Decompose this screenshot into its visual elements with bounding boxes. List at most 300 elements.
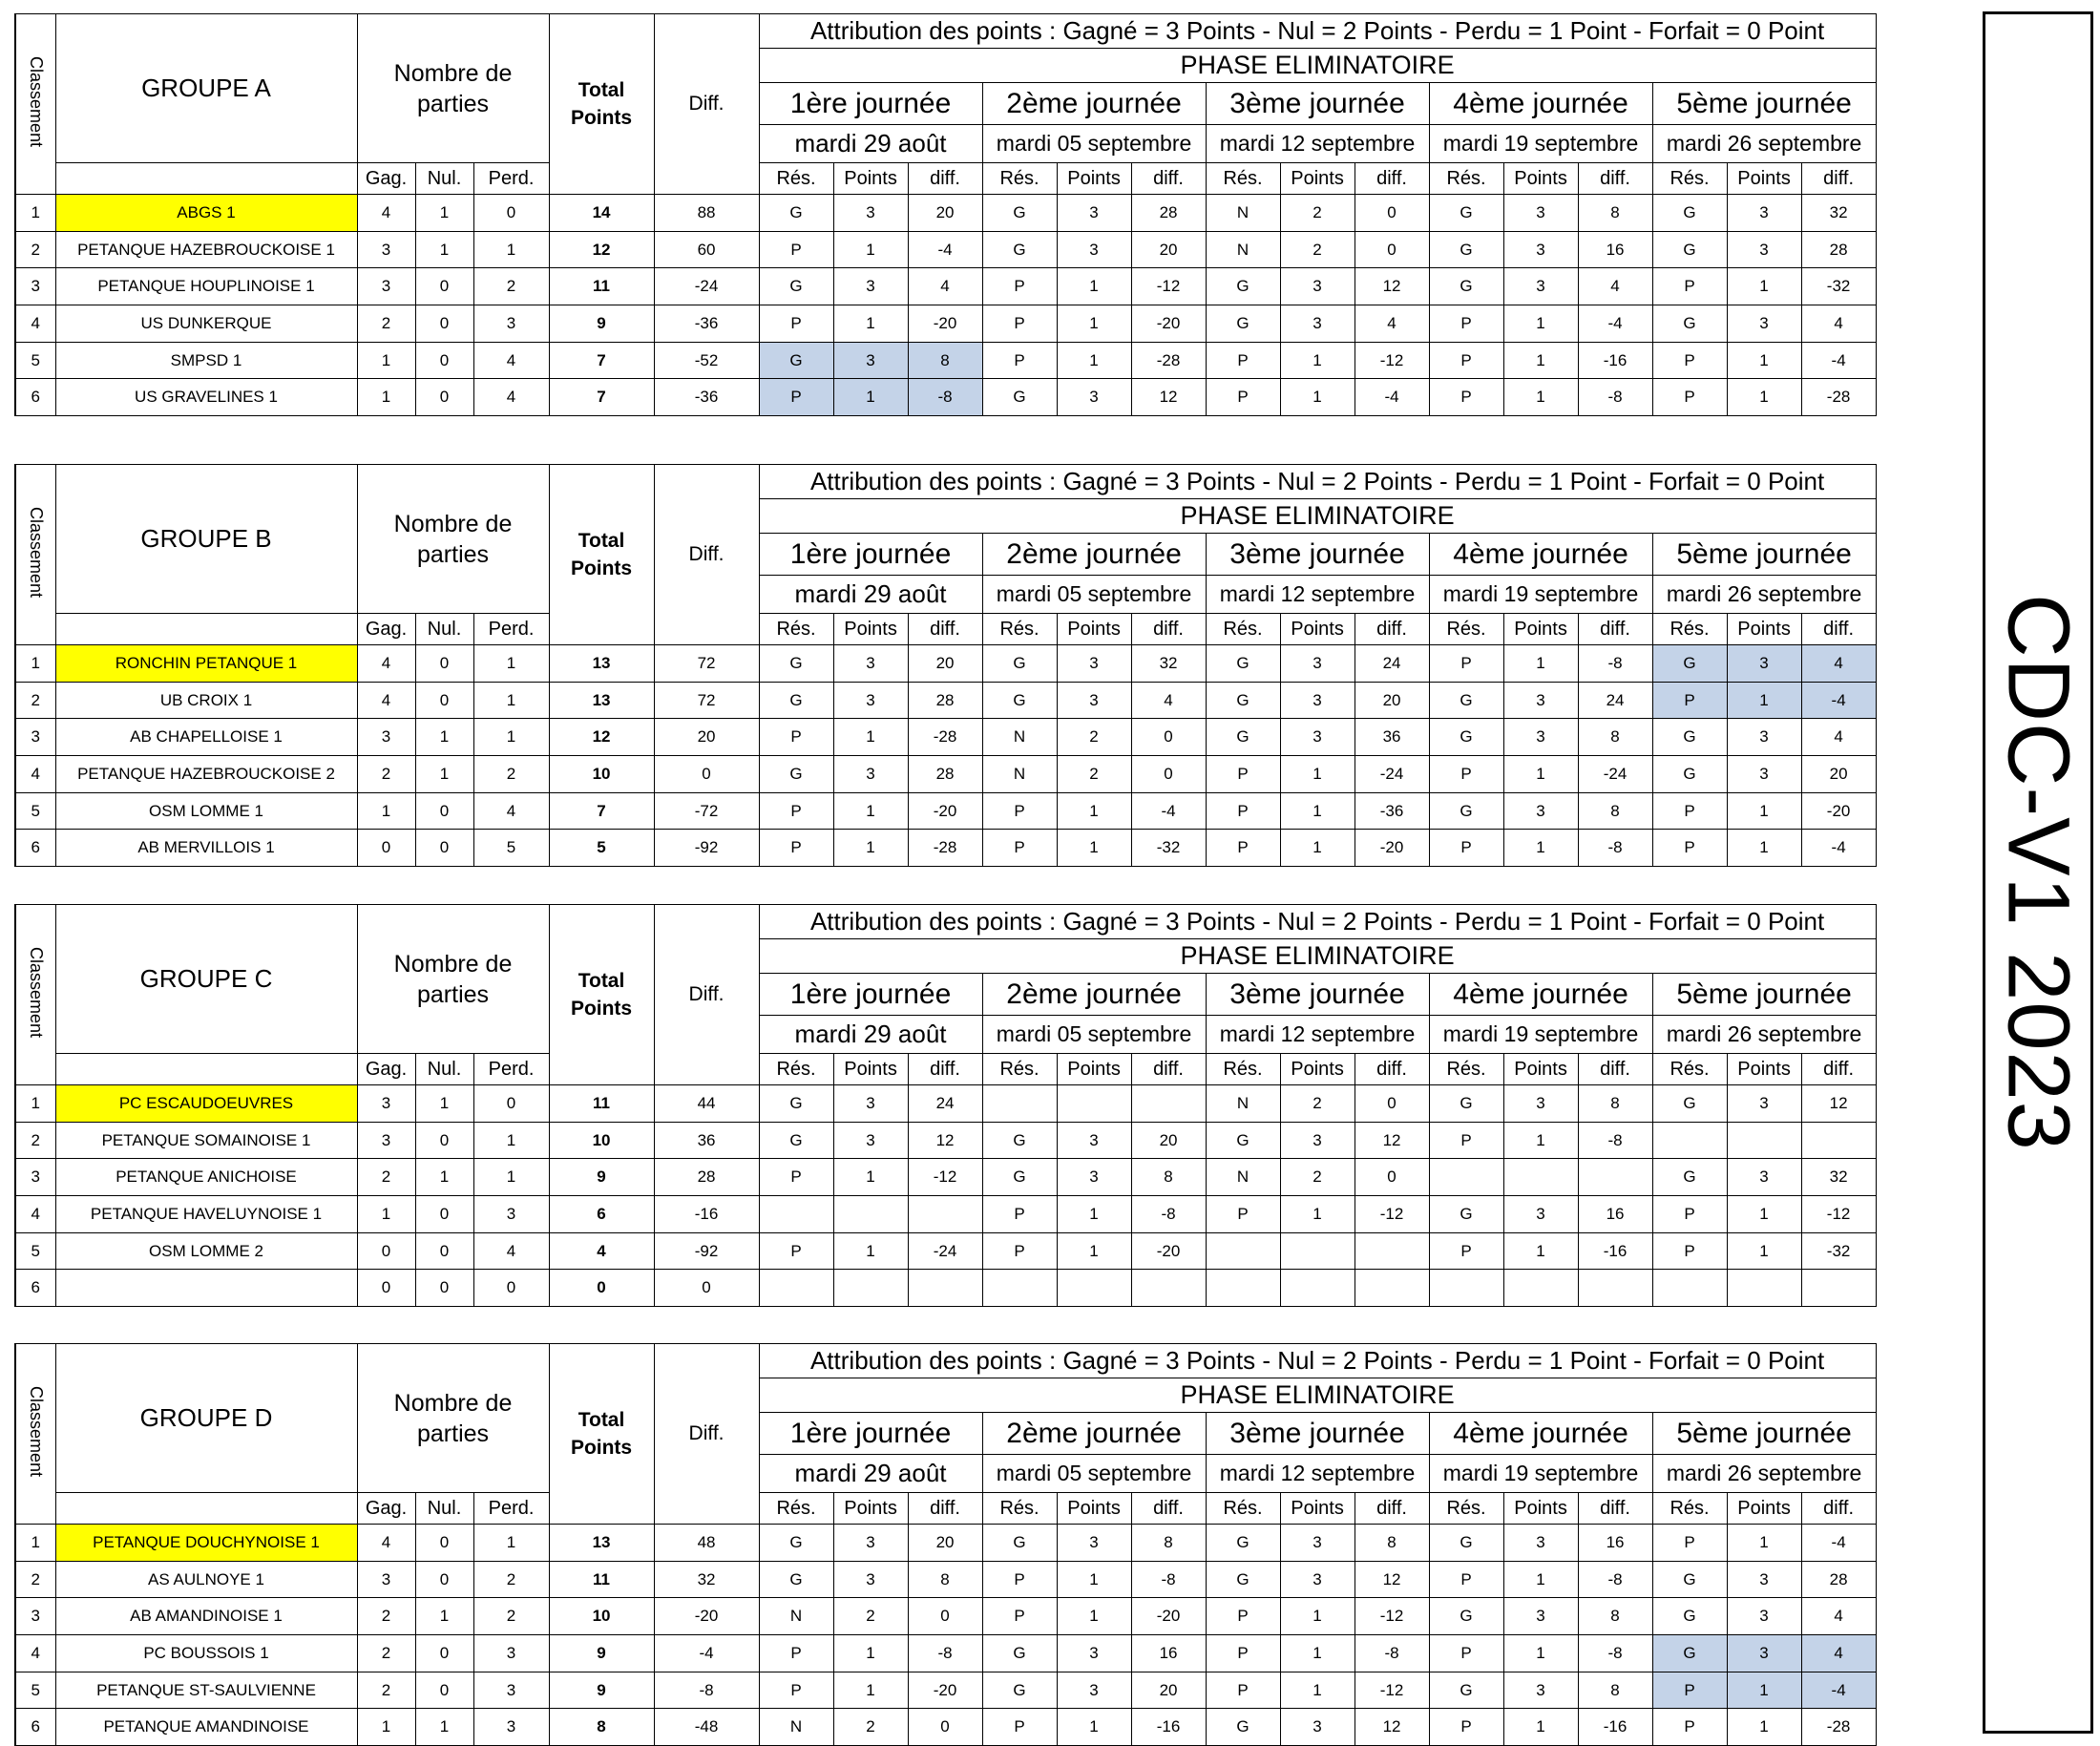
result-cell bbox=[759, 1196, 833, 1233]
won-count: 0 bbox=[357, 1232, 415, 1270]
points-cell: 3 bbox=[1280, 305, 1354, 343]
day-diff-cell bbox=[1131, 1270, 1206, 1307]
goal-diff: -20 bbox=[654, 1598, 759, 1635]
day-diff-cell: -4 bbox=[1578, 305, 1652, 343]
result-cell: G bbox=[1429, 682, 1503, 719]
day-diff-cell: 16 bbox=[1131, 1635, 1206, 1672]
day-diff-cell: -12 bbox=[1354, 1598, 1429, 1635]
points-cell: 3 bbox=[833, 1122, 908, 1159]
points-cell: 3 bbox=[1057, 1525, 1131, 1562]
points-header: Points bbox=[1280, 614, 1354, 645]
result-cell: P bbox=[1206, 830, 1280, 867]
result-cell: P bbox=[1206, 756, 1280, 793]
group-title: GROUPE B bbox=[55, 465, 357, 614]
result-cell: P bbox=[982, 830, 1057, 867]
result-cell: P bbox=[1652, 1232, 1727, 1270]
day-diff-header: diff. bbox=[908, 614, 982, 645]
day-diff-header: diff. bbox=[1578, 1493, 1652, 1525]
day-diff-cell: -28 bbox=[908, 719, 982, 756]
total-points: 10 bbox=[549, 756, 654, 793]
result-cell: G bbox=[1652, 719, 1727, 756]
points-cell: 2 bbox=[1280, 1159, 1354, 1196]
day-diff-cell: -20 bbox=[1131, 1598, 1206, 1635]
date-header: mardi 29 août bbox=[759, 1016, 982, 1054]
day-diff-cell: -12 bbox=[1354, 1196, 1429, 1233]
day-diff-cell: 12 bbox=[1354, 1122, 1429, 1159]
total-points: 10 bbox=[549, 1598, 654, 1635]
date-header: mardi 05 septembre bbox=[982, 1016, 1206, 1054]
won-count: 4 bbox=[357, 682, 415, 719]
diff-header: Diff. bbox=[654, 465, 759, 645]
day-diff-cell: 4 bbox=[1801, 305, 1876, 343]
team-name: AB MERVILLOIS 1 bbox=[55, 830, 357, 867]
day-diff-cell: 8 bbox=[1578, 195, 1652, 232]
parties-header: Nombre de parties bbox=[357, 14, 549, 163]
rank-header bbox=[15, 905, 55, 1085]
result-header: Rés. bbox=[759, 614, 833, 645]
rank-cell: 2 bbox=[15, 1122, 55, 1159]
table-row bbox=[15, 1635, 1876, 1672]
points-cell: 3 bbox=[1727, 1159, 1801, 1196]
day-diff-cell: -8 bbox=[1578, 1635, 1652, 1672]
points-cell: 3 bbox=[1280, 1122, 1354, 1159]
result-cell: G bbox=[759, 1085, 833, 1123]
result-cell: P bbox=[1652, 1196, 1727, 1233]
lost-count: 4 bbox=[473, 379, 549, 416]
points-cell: 3 bbox=[833, 342, 908, 379]
draw-count: 1 bbox=[415, 719, 473, 756]
table-row bbox=[15, 792, 1876, 830]
diff-header: Diff. bbox=[654, 905, 759, 1085]
total-points: 11 bbox=[549, 1085, 654, 1123]
points-cell: 3 bbox=[833, 1561, 908, 1598]
result-cell bbox=[982, 1085, 1057, 1123]
lost-count: 5 bbox=[473, 830, 549, 867]
result-cell: G bbox=[759, 756, 833, 793]
team-name: RONCHIN PETANQUE 1 bbox=[55, 645, 357, 683]
result-cell: P bbox=[1429, 645, 1503, 683]
result-cell: G bbox=[1429, 792, 1503, 830]
points-cell: 1 bbox=[1503, 1232, 1578, 1270]
result-cell: G bbox=[1429, 1085, 1503, 1123]
day-diff-header: diff. bbox=[1354, 1054, 1429, 1085]
result-cell bbox=[1429, 1270, 1503, 1307]
result-cell: P bbox=[759, 1672, 833, 1709]
result-cell: P bbox=[1652, 1672, 1727, 1709]
points-cell: 3 bbox=[1280, 719, 1354, 756]
date-header: mardi 19 septembre bbox=[1429, 1016, 1652, 1054]
day-diff-cell: 0 bbox=[1354, 1159, 1429, 1196]
result-cell: G bbox=[1652, 1159, 1727, 1196]
lost-count: 1 bbox=[473, 682, 549, 719]
draw-count: 0 bbox=[415, 830, 473, 867]
total-points: 11 bbox=[549, 1561, 654, 1598]
rank-cell: 6 bbox=[15, 1270, 55, 1307]
points-cell: 3 bbox=[1280, 1561, 1354, 1598]
day-header: 3ème journée bbox=[1206, 1413, 1429, 1455]
points-cell: 3 bbox=[1503, 1525, 1578, 1562]
total-points: 8 bbox=[549, 1709, 654, 1746]
day-diff-header: diff. bbox=[1131, 1493, 1206, 1525]
points-cell: 3 bbox=[833, 756, 908, 793]
goal-diff: -16 bbox=[654, 1196, 759, 1233]
result-cell: G bbox=[1429, 231, 1503, 268]
day-diff-cell: -24 bbox=[908, 1232, 982, 1270]
result-cell: N bbox=[1206, 1085, 1280, 1123]
day-diff-cell: 8 bbox=[1131, 1159, 1206, 1196]
points-cell: 3 bbox=[1503, 231, 1578, 268]
day-diff-cell: 12 bbox=[908, 1122, 982, 1159]
lost-count: 4 bbox=[473, 342, 549, 379]
date-header: mardi 19 septembre bbox=[1429, 1455, 1652, 1493]
points-cell: 3 bbox=[1727, 195, 1801, 232]
day-diff-cell: -32 bbox=[1801, 268, 1876, 305]
lost-count: 4 bbox=[473, 792, 549, 830]
day-diff-cell: 0 bbox=[1354, 195, 1429, 232]
day-header: 4ème journée bbox=[1429, 1413, 1652, 1455]
result-cell: P bbox=[759, 231, 833, 268]
draw-count: 0 bbox=[415, 379, 473, 416]
lost-count: 2 bbox=[473, 268, 549, 305]
result-header: Rés. bbox=[1429, 1054, 1503, 1085]
day-diff-cell: 0 bbox=[1131, 756, 1206, 793]
result-cell: G bbox=[1652, 756, 1727, 793]
result-cell: G bbox=[982, 379, 1057, 416]
draw-header: Nul. bbox=[415, 163, 473, 195]
day-header: 1ère journée bbox=[759, 1413, 982, 1455]
draw-count: 1 bbox=[415, 1159, 473, 1196]
table-row bbox=[15, 1525, 1876, 1562]
result-cell: P bbox=[759, 792, 833, 830]
day-diff-cell: -28 bbox=[1131, 342, 1206, 379]
day-header: 5ème journée bbox=[1652, 974, 1876, 1016]
result-cell: P bbox=[1206, 1672, 1280, 1709]
goal-diff: 72 bbox=[654, 682, 759, 719]
points-cell: 1 bbox=[1503, 305, 1578, 343]
day-diff-header: diff. bbox=[1354, 163, 1429, 195]
group-table bbox=[14, 13, 1877, 416]
rank-header-label: Classement bbox=[26, 55, 46, 148]
goal-diff: 20 bbox=[654, 719, 759, 756]
result-cell: P bbox=[1652, 342, 1727, 379]
header-row bbox=[15, 1493, 1876, 1525]
day-diff-header: diff. bbox=[1578, 163, 1652, 195]
phase-header: PHASE ELIMINATOIRE bbox=[759, 499, 1876, 534]
points-attribution-header: Attribution des points : Gagné = 3 Points - Nul = 2 Points - Perdu = 1 Point - Forfait = 0 Point bbox=[759, 1344, 1876, 1378]
day-diff-cell: -8 bbox=[1578, 379, 1652, 416]
group-table bbox=[14, 1343, 1877, 1746]
day-diff-cell bbox=[1801, 1122, 1876, 1159]
result-cell: P bbox=[1652, 1709, 1727, 1746]
total-points: 5 bbox=[549, 830, 654, 867]
day-diff-cell: -4 bbox=[1801, 682, 1876, 719]
result-cell: P bbox=[1652, 379, 1727, 416]
table-row bbox=[15, 682, 1876, 719]
lost-count: 3 bbox=[473, 1672, 549, 1709]
points-header: Points bbox=[1503, 163, 1578, 195]
day-header: 1ère journée bbox=[759, 974, 982, 1016]
result-cell: N bbox=[759, 1598, 833, 1635]
day-diff-cell: 4 bbox=[1801, 645, 1876, 683]
day-diff-header: diff. bbox=[908, 1054, 982, 1085]
result-cell bbox=[1429, 1159, 1503, 1196]
points-cell: 3 bbox=[1503, 1196, 1578, 1233]
points-attribution-header: Attribution des points : Gagné = 3 Points - Nul = 2 Points - Perdu = 1 Point - Forfait = 0 Point bbox=[759, 14, 1876, 49]
header-row bbox=[15, 163, 1876, 195]
result-cell: P bbox=[1206, 792, 1280, 830]
table-row bbox=[15, 756, 1876, 793]
points-cell: 3 bbox=[1727, 1085, 1801, 1123]
team-name: US DUNKERQUE bbox=[55, 305, 357, 343]
day-diff-cell bbox=[1131, 1085, 1206, 1123]
won-count: 4 bbox=[357, 1525, 415, 1562]
day-header: 1ère journée bbox=[759, 83, 982, 125]
date-header: mardi 26 septembre bbox=[1652, 125, 1876, 163]
header-row bbox=[15, 1054, 1876, 1085]
points-cell: 1 bbox=[1280, 756, 1354, 793]
group-title: GROUPE A bbox=[55, 14, 357, 163]
points-cell: 1 bbox=[833, 1232, 908, 1270]
won-header: Gag. bbox=[357, 1054, 415, 1085]
group-title-spacer bbox=[55, 163, 357, 195]
draw-count: 0 bbox=[415, 1232, 473, 1270]
day-diff-cell: 0 bbox=[1354, 1085, 1429, 1123]
points-cell: 3 bbox=[1503, 682, 1578, 719]
rank-cell: 3 bbox=[15, 1159, 55, 1196]
draw-count: 0 bbox=[415, 1270, 473, 1307]
result-cell: P bbox=[1429, 1561, 1503, 1598]
rank-cell: 1 bbox=[15, 645, 55, 683]
date-header: mardi 26 septembre bbox=[1652, 1455, 1876, 1493]
won-count: 3 bbox=[357, 1561, 415, 1598]
result-cell: G bbox=[1652, 195, 1727, 232]
rank-header-label: Classement bbox=[26, 506, 46, 599]
goal-diff: -92 bbox=[654, 1232, 759, 1270]
result-cell: G bbox=[1429, 1525, 1503, 1562]
goal-diff: 60 bbox=[654, 231, 759, 268]
result-cell: P bbox=[759, 379, 833, 416]
result-cell: G bbox=[1652, 645, 1727, 683]
total-points: 9 bbox=[549, 1159, 654, 1196]
team-name: PC ESCAUDOEUVRES bbox=[55, 1085, 357, 1123]
draw-count: 0 bbox=[415, 1525, 473, 1562]
date-header: mardi 29 août bbox=[759, 125, 982, 163]
day-diff-cell: 28 bbox=[1801, 231, 1876, 268]
day-diff-cell: -36 bbox=[1354, 792, 1429, 830]
date-header: mardi 05 septembre bbox=[982, 576, 1206, 614]
parties-header: Nombre de parties bbox=[357, 465, 549, 614]
points-cell bbox=[1727, 1270, 1801, 1307]
total-points-header: Total Points bbox=[549, 1344, 654, 1525]
table-row bbox=[15, 1159, 1876, 1196]
day-diff-cell: 24 bbox=[908, 1085, 982, 1123]
day-diff-cell: 0 bbox=[1131, 719, 1206, 756]
day-diff-cell: -8 bbox=[1578, 830, 1652, 867]
team-name: OSM LOMME 2 bbox=[55, 1232, 357, 1270]
points-header: Points bbox=[1057, 1054, 1131, 1085]
points-cell: 2 bbox=[833, 1598, 908, 1635]
result-header: Rés. bbox=[1429, 163, 1503, 195]
result-cell: G bbox=[759, 1525, 833, 1562]
result-cell: P bbox=[1206, 379, 1280, 416]
day-diff-header: diff. bbox=[1801, 1493, 1876, 1525]
date-header: mardi 26 septembre bbox=[1652, 576, 1876, 614]
result-header: Rés. bbox=[759, 1054, 833, 1085]
points-cell bbox=[833, 1270, 908, 1307]
day-diff-cell: 24 bbox=[1354, 645, 1429, 683]
won-header: Gag. bbox=[357, 163, 415, 195]
rank-cell: 3 bbox=[15, 1598, 55, 1635]
rank-cell: 3 bbox=[15, 719, 55, 756]
won-count: 1 bbox=[357, 1196, 415, 1233]
points-cell: 3 bbox=[1057, 1159, 1131, 1196]
day-diff-header: diff. bbox=[1578, 614, 1652, 645]
rank-cell: 6 bbox=[15, 379, 55, 416]
points-cell: 2 bbox=[1057, 756, 1131, 793]
lost-count: 3 bbox=[473, 1709, 549, 1746]
points-cell: 3 bbox=[1727, 1598, 1801, 1635]
date-header: mardi 29 août bbox=[759, 1455, 982, 1493]
result-cell: P bbox=[1652, 792, 1727, 830]
table-row bbox=[15, 719, 1876, 756]
table-row bbox=[15, 1232, 1876, 1270]
rank-cell: 3 bbox=[15, 268, 55, 305]
points-cell: 1 bbox=[833, 1672, 908, 1709]
rank-header bbox=[15, 1344, 55, 1525]
total-points-header: Total Points bbox=[549, 14, 654, 195]
total-points: 7 bbox=[549, 379, 654, 416]
team-name: UB CROIX 1 bbox=[55, 682, 357, 719]
result-cell: G bbox=[982, 195, 1057, 232]
result-cell: P bbox=[1429, 1709, 1503, 1746]
total-points: 9 bbox=[549, 305, 654, 343]
goal-diff: 72 bbox=[654, 645, 759, 683]
points-cell: 1 bbox=[833, 1159, 908, 1196]
result-cell: P bbox=[759, 830, 833, 867]
day-diff-cell: -32 bbox=[1131, 830, 1206, 867]
result-cell: G bbox=[1652, 231, 1727, 268]
day-diff-cell: 20 bbox=[1354, 682, 1429, 719]
header-row bbox=[15, 1344, 1876, 1378]
date-header: mardi 12 septembre bbox=[1206, 576, 1429, 614]
lost-header: Perd. bbox=[473, 1493, 549, 1525]
rank-cell: 4 bbox=[15, 305, 55, 343]
points-cell: 2 bbox=[1280, 1085, 1354, 1123]
team-name: AB AMANDINOISE 1 bbox=[55, 1598, 357, 1635]
day-diff-cell: -8 bbox=[908, 379, 982, 416]
points-cell: 2 bbox=[833, 1709, 908, 1746]
total-points: 14 bbox=[549, 195, 654, 232]
date-header: mardi 12 septembre bbox=[1206, 1455, 1429, 1493]
day-header: 3ème journée bbox=[1206, 974, 1429, 1016]
day-diff-cell: 32 bbox=[1801, 1159, 1876, 1196]
rank-cell: 6 bbox=[15, 830, 55, 867]
result-cell: G bbox=[1429, 1672, 1503, 1709]
goal-diff: -52 bbox=[654, 342, 759, 379]
goal-diff: -24 bbox=[654, 268, 759, 305]
total-points: 13 bbox=[549, 1525, 654, 1562]
result-cell: P bbox=[1429, 1232, 1503, 1270]
day-diff-cell: 0 bbox=[1354, 231, 1429, 268]
result-cell: P bbox=[982, 1232, 1057, 1270]
day-diff-cell: -12 bbox=[1354, 1672, 1429, 1709]
points-header: Points bbox=[1280, 163, 1354, 195]
day-diff-cell: -8 bbox=[1578, 645, 1652, 683]
points-cell: 1 bbox=[1280, 379, 1354, 416]
result-cell: P bbox=[759, 1635, 833, 1672]
day-diff-cell: -4 bbox=[1801, 830, 1876, 867]
points-cell: 1 bbox=[1503, 756, 1578, 793]
parties-header: Nombre de parties bbox=[357, 905, 549, 1054]
points-cell: 1 bbox=[1057, 305, 1131, 343]
day-header: 2ème journée bbox=[982, 534, 1206, 576]
phase-header: PHASE ELIMINATOIRE bbox=[759, 49, 1876, 83]
result-cell: G bbox=[1652, 1085, 1727, 1123]
result-cell: P bbox=[982, 342, 1057, 379]
points-cell: 3 bbox=[833, 195, 908, 232]
points-header: Points bbox=[1727, 614, 1801, 645]
result-cell: P bbox=[1652, 682, 1727, 719]
goal-diff: -4 bbox=[654, 1635, 759, 1672]
result-cell: P bbox=[982, 792, 1057, 830]
day-diff-cell: -4 bbox=[1131, 792, 1206, 830]
won-count: 3 bbox=[357, 1085, 415, 1123]
result-cell: P bbox=[1206, 1635, 1280, 1672]
draw-count: 0 bbox=[415, 792, 473, 830]
result-cell: G bbox=[1652, 1598, 1727, 1635]
table-row bbox=[15, 305, 1876, 343]
points-cell: 1 bbox=[833, 379, 908, 416]
result-cell: P bbox=[1206, 1196, 1280, 1233]
day-diff-cell: 4 bbox=[1801, 719, 1876, 756]
result-cell: P bbox=[1206, 1598, 1280, 1635]
result-cell: G bbox=[759, 645, 833, 683]
points-cell: 1 bbox=[1727, 342, 1801, 379]
points-cell: 3 bbox=[1057, 1122, 1131, 1159]
goal-diff: -36 bbox=[654, 379, 759, 416]
points-cell: 3 bbox=[1503, 1672, 1578, 1709]
day-header: 4ème journée bbox=[1429, 534, 1652, 576]
points-cell bbox=[833, 1196, 908, 1233]
lost-count: 0 bbox=[473, 1085, 549, 1123]
day-diff-cell: -24 bbox=[1578, 756, 1652, 793]
day-header: 5ème journée bbox=[1652, 1413, 1876, 1455]
table-row bbox=[15, 231, 1876, 268]
day-diff-cell: 28 bbox=[1801, 1561, 1876, 1598]
phase-header: PHASE ELIMINATOIRE bbox=[759, 1378, 1876, 1413]
day-diff-header: diff. bbox=[1354, 1493, 1429, 1525]
result-cell bbox=[1206, 1232, 1280, 1270]
points-cell: 3 bbox=[1057, 1635, 1131, 1672]
day-diff-cell: -4 bbox=[1354, 379, 1429, 416]
points-cell bbox=[1057, 1085, 1131, 1123]
points-cell: 1 bbox=[1727, 1709, 1801, 1746]
points-cell: 1 bbox=[1280, 1635, 1354, 1672]
points-cell: 3 bbox=[1503, 719, 1578, 756]
day-diff-cell: -20 bbox=[908, 792, 982, 830]
points-cell: 1 bbox=[1727, 792, 1801, 830]
day-diff-cell: 8 bbox=[1578, 792, 1652, 830]
team-name: PETANQUE HAZEBROUCKOISE 2 bbox=[55, 756, 357, 793]
day-diff-cell bbox=[908, 1270, 982, 1307]
table-row bbox=[15, 1561, 1876, 1598]
rank-cell: 6 bbox=[15, 1709, 55, 1746]
points-cell: 3 bbox=[1727, 305, 1801, 343]
result-cell: P bbox=[982, 1561, 1057, 1598]
points-cell: 3 bbox=[1280, 268, 1354, 305]
result-header: Rés. bbox=[759, 1493, 833, 1525]
rank-cell: 1 bbox=[15, 1085, 55, 1123]
